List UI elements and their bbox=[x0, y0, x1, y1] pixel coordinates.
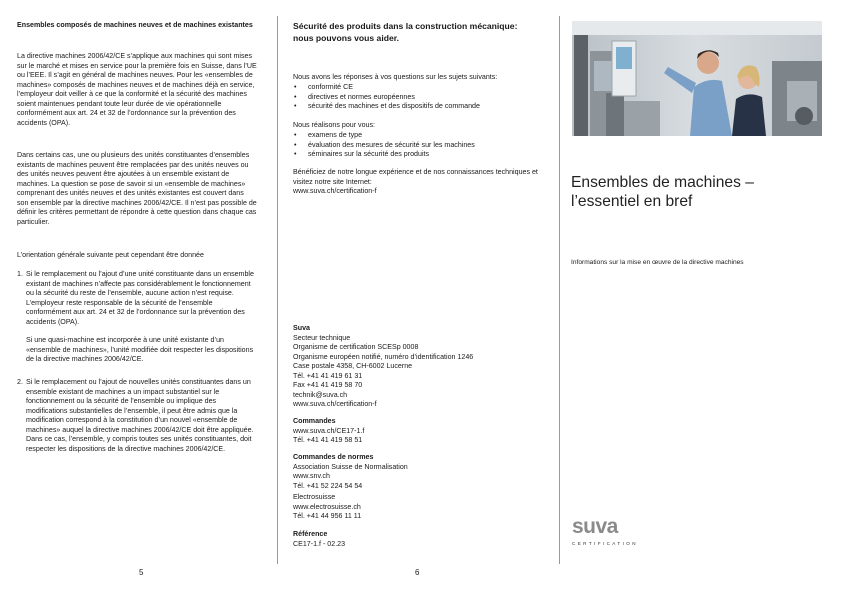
website-link[interactable]: www.suva.ch/certification-f bbox=[293, 400, 377, 409]
reference-value: CE17-1.f - 02.23 bbox=[293, 539, 346, 548]
contact-line: Organisme de certification SCESp 0008 bbox=[293, 343, 419, 352]
reference-title: Référence bbox=[293, 530, 328, 538]
paragraph-intro: La directive machines 2006/42/CE s’applique aux machines qui sont mises sur le marché et mises en service pour la première fois en Suisse, dans l’UE ou l’EEE. Il s’agit en général de machines neuves. Pour les «ensembles de machines» composés de machines neuves et de machines déjà en service, l’employeur doit veiller à ce que la conformité et la sécurité des machines soient maintenues pendant toute leur durée de vie opérationnelle conformément aux art. 24 et 32 de l’ordonnance sur la prévention des accidents (OPA). bbox=[17, 52, 257, 127]
suva-contact-block bbox=[293, 324, 543, 410]
norms-title: Commandes de normes bbox=[293, 453, 374, 461]
answers-list bbox=[293, 83, 543, 112]
list-number: 1. bbox=[17, 270, 23, 278]
list-number: 2. bbox=[17, 378, 23, 386]
page-number: 6 bbox=[415, 568, 420, 577]
section-heading: Ensembles composés de machines neuves et de machines existantes bbox=[17, 21, 253, 29]
list-item bbox=[17, 378, 257, 454]
help-heading bbox=[293, 21, 523, 44]
cover-title bbox=[571, 173, 811, 211]
list-item: • conformité CE bbox=[293, 83, 543, 93]
factory-workers-photo bbox=[572, 21, 822, 136]
contact-line: Tél. +41 52 224 54 54 bbox=[293, 481, 363, 490]
list-item-text: Si le remplacement ou l’ajout de nouvelles unités constituantes dans un ensemble existant de machines a un impact substantiel sur le fonctionnement ou la sécurité de l’ensemble ou implique des modifications substantielles de l’ensemble, il peut être admis que la modification correspond à la constitution d’un nouvel «ensemble de machines» auquel la directive machines 2006/42/CE doit être appliquée. Dans ce cas, l’ensemble, y compris toutes ses unités constituantes, doit respecter les dispositions de la directive machines 2006/42/CE. bbox=[26, 378, 254, 453]
page-5-column bbox=[0, 0, 277, 595]
website-link[interactable]: www.suva.ch/certification-f bbox=[293, 187, 377, 195]
contact-line: Organisme européen notifié, numéro d’identification 1246 bbox=[293, 352, 474, 361]
cover-photo bbox=[572, 21, 822, 136]
email-link[interactable]: technik@suva.ch bbox=[293, 390, 348, 399]
list-item: • séminaires sur la sécurité des produits bbox=[293, 150, 543, 160]
orders-block bbox=[293, 417, 543, 446]
cover-title-line-1: Ensembles de machines – bbox=[571, 174, 754, 191]
electrosuisse-block bbox=[293, 493, 543, 522]
list-item-text: Si le remplacement ou l’ajout d’une unité constituante dans un ensemble existant de machines n’affecte pas considérablement le fonctionnement ou la sécurité du reste de l’ensemble, aucune action n’est requise. L’employeur reste responsable de la sécurité de l’ensemble conformément aux art. 24 et 32 de l’ordonnance sur la prévention des accidents (OPA). bbox=[26, 270, 254, 326]
contact-line: Fax +41 41 419 58 70 bbox=[293, 381, 363, 390]
help-heading-line-2: nous pouvons vous aider. bbox=[293, 32, 400, 43]
page-6-column bbox=[277, 0, 559, 595]
column-divider bbox=[559, 16, 560, 564]
list-item-subtext: Si une quasi-machine est incorporée à une unité existante d’un «ensemble de machines», l’unité modifiée doit respecter les dispositions de la directive machines 2006/42/CE. bbox=[26, 336, 254, 364]
cover-title-line-2: l’essentiel en bref bbox=[571, 193, 693, 210]
page-number: 5 bbox=[139, 568, 144, 577]
list-item: • sécurité des machines et des dispositifs de commande bbox=[293, 102, 543, 112]
cover-subtitle: Informations sur la mise en œuvre de la directive machines bbox=[571, 259, 744, 266]
contact-line: Tél. +41 41 419 58 51 bbox=[293, 436, 363, 445]
contact-line: Case postale 4358, CH-6002 Lucerne bbox=[293, 362, 413, 371]
services-list bbox=[293, 131, 543, 160]
contact-line: Tél. +41 41 419 61 31 bbox=[293, 371, 363, 380]
contact-line: Secteur technique bbox=[293, 333, 351, 342]
paragraph-orientation: L’orientation générale suivante peut cependant être donnée bbox=[17, 251, 204, 259]
website-link[interactable]: www.snv.ch bbox=[293, 472, 330, 481]
paragraph-existing-units: Dans certains cas, une ou plusieurs des unités constituantes d’ensembles existants de machines peuvent être remplacées par des unités neuves ou des unités neuves peuvent être ajoutées à un ensemble existant de machines. La question se pose de savoir si un «ensemble de machines» comprenant des unités neuves et des unités existantes est couvert dans son ensemble par la directive machines 2006/42/CE. Il n’est pas possible de définir les critères permettant de répondre à cette question dans chaque cas particulier. bbox=[17, 151, 257, 226]
list-item: • évaluation des mesures de sécurité sur les machines bbox=[293, 141, 543, 151]
services-intro: Nous réalisons pour vous: bbox=[293, 121, 376, 129]
logo-wordmark: suva bbox=[572, 515, 618, 538]
reference-block bbox=[293, 530, 543, 549]
norms-block bbox=[293, 453, 543, 491]
answers-intro: Nous avons les réponses à vos questions sur les sujets suivants: bbox=[293, 73, 498, 81]
help-heading-line-1: Sécurité des produits dans la construction mécanique: bbox=[293, 21, 518, 31]
website-link[interactable]: www.electrosuisse.ch bbox=[293, 502, 361, 511]
contact-line: Association Suisse de Normalisation bbox=[293, 462, 408, 471]
contact-line: Tél. +41 44 956 11 11 bbox=[293, 512, 362, 521]
orders-link[interactable]: www.suva.ch/CE17-1.f bbox=[293, 426, 365, 435]
list-item bbox=[17, 270, 257, 365]
benefit-text: Bénéficiez de notre longue expérience et de nos connaissances techniques et visitez notre site Internet: bbox=[293, 168, 538, 186]
list-item: • examens de type bbox=[293, 131, 543, 141]
contact-line: Electrosuisse bbox=[293, 493, 336, 501]
orders-title: Commandes bbox=[293, 417, 336, 425]
suva-logo bbox=[572, 515, 638, 546]
suva-title: Suva bbox=[293, 324, 310, 332]
list-item: • directives et normes européennes bbox=[293, 93, 543, 103]
logo-certification: CERTIFICATION bbox=[572, 541, 638, 546]
